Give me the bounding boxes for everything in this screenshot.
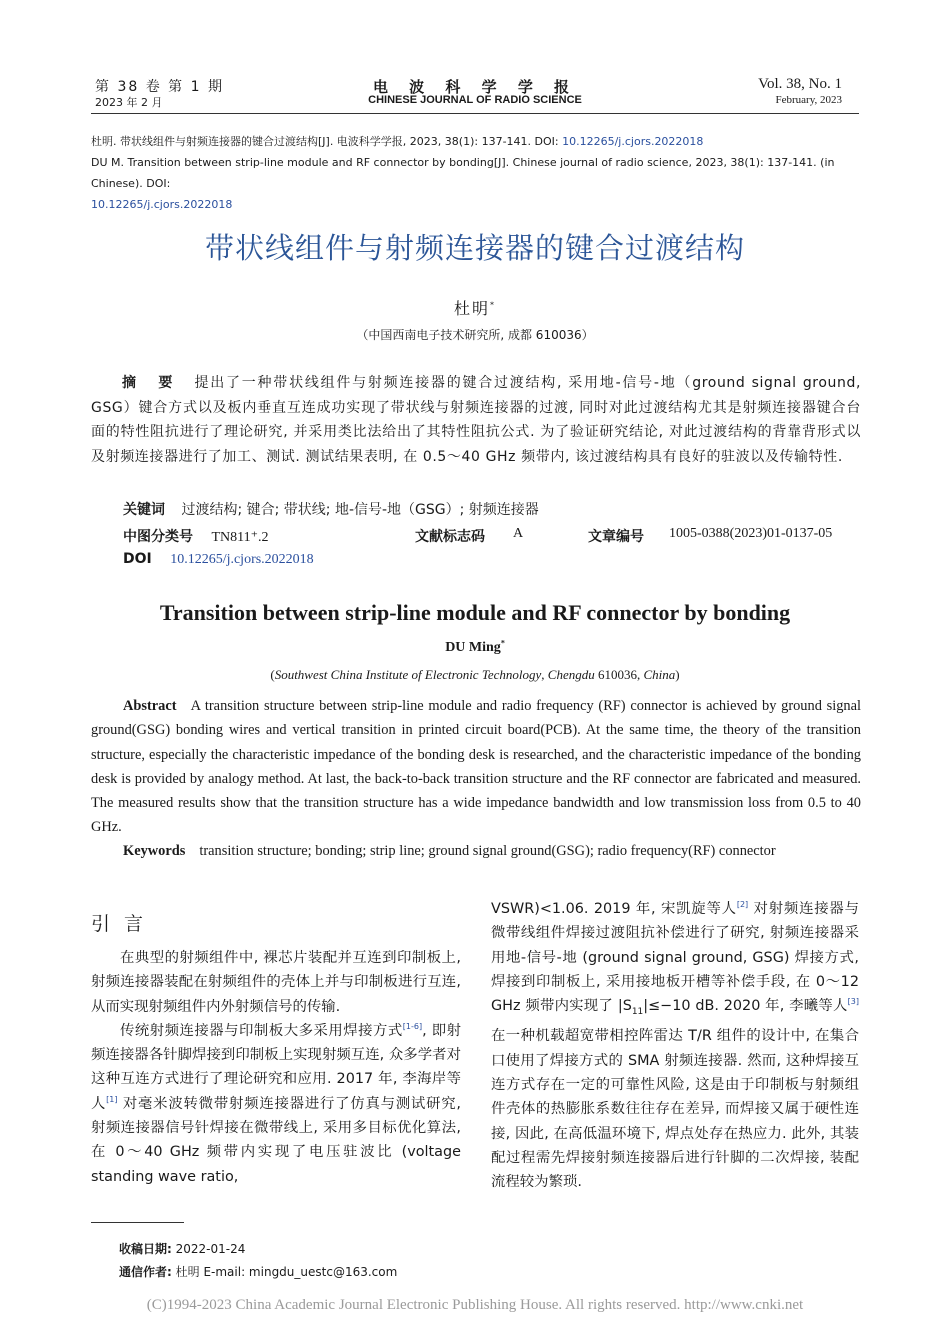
abstract-cn-label: 摘 要 [122,375,177,391]
keywords-cn-text: 过渡结构; 键合; 带状线; 地-信号-地（GSG）; 射频连接器 [181,502,539,518]
body-paragraph-3 [491,897,859,1194]
author-en-name: DU Ming [445,640,501,655]
header-journal-cn: 电 波 科 学 学 报 [372,78,578,96]
affiliation-cn: （中国西南电子技术研究所, 成都 610036） [356,328,594,342]
body-paragraph-2 [91,1019,461,1189]
article-title-en: Transition between strip-line module and RF connector by bonding [159,600,791,625]
article-title-cn: 带状线组件与射频连接器的键合过渡结构 [204,231,745,265]
p3-subscript: 11 [631,1007,644,1018]
doi-label: DOI [123,551,152,567]
author-en [0,640,950,656]
body-paragraph-1: 在典型的射频组件中, 裸芯片装配并互连到印制板上, 射频连接器装配在射频组件的壳体上并与印制板进行互连, 从而实现射频组件内外射频信号的传输. [91,950,461,1015]
abstract-cn [91,371,861,469]
citation-cn-doi-link[interactable]: 10.12265/j.cjors.2022018 [562,135,704,148]
citation-en [91,152,861,215]
p2-text-a: 传统射频连接器与印制板大多采用焊接方式 [120,1022,403,1039]
p3-ref-1[interactable]: [2] [736,900,749,910]
p2-ref-1[interactable]: [1-6] [402,1022,423,1032]
body-right-column [491,897,859,1194]
keywords-en-label: Keywords [123,843,186,859]
author-cn-name: 杜明 [453,299,490,318]
abstract-en [91,694,861,840]
keywords-en-text: transition structure; bonding; strip line; ground signal ground(GSG); radio frequency(RF) connector [199,843,776,859]
doc-code-value: A [513,526,524,541]
header-date-en: February, 2023 [775,94,842,106]
header-date-cn: 2023 年 2 月 [95,96,163,109]
header-volume-issue-en: Vol. 38, No. 1 [758,76,842,92]
clc-label: 中图分类号 [123,529,193,545]
citation-en-text: DU M. Transition between strip-line module and RF connector by bonding[J]. Chinese journal of radio science, 2023, 38(1): 137-141. (in Chinese). DOI: [91,156,835,190]
abstract-en-label: Abstract [123,698,177,714]
citation-cn [91,131,861,152]
p3-text-b: 对射频连接器与微带线组件焊接过渡阻抗补偿进行了研究, 射频连接器采用地-信号-地 (ground signal ground, GSG) 焊接方式, 焊接到印制板上, 采用接地板开槽等补偿手段, 在 0～12 GHz 频带内实现了 |S [491,901,859,1015]
keywords-cn-row [123,499,539,519]
header-volume-issue-cn: 第 38 卷 第 1 期 [95,79,224,95]
p2-text-b: , 即射频连接器各针脚焊接到印制板上实现射频互连, 众多学者对这种互连方式进行了理论研究和应用. 2017 年, 李海岸等人 [91,1022,461,1112]
doi-link[interactable]: 10.12265/j.cjors.2022018 [170,552,314,567]
footnote-corresponding [119,1263,397,1280]
clc-value: TN811⁺.2 [211,530,269,545]
received-date: 2022-01-24 [175,1242,246,1256]
article-no-label: 文章编号 [588,529,644,545]
received-label: 收稿日期: [119,1242,172,1256]
affiliation-en [0,667,950,683]
p2-text-c: 对毫米波转微带射频连接器进行了仿真与测试研究, 射频连接器信号针焊接在微带线上, 采用多目标优化算法, 在 0～40 GHz 频带内实现了电压驻波比 (voltage standing wave ratio, [91,1095,461,1185]
affiliation-en-code: 610036, [594,667,644,682]
author-cn-mark: * [490,300,496,310]
citation-en-doi-link[interactable]: 10.12265/j.cjors.2022018 [91,198,233,211]
article-no-value: 1005-0388(2023)01-0137-05 [669,526,833,541]
doc-code-label: 文献标志码 [415,529,485,545]
p3-text-a: VSWR)<1.06. 2019 年, 宋凯旋等人 [491,901,737,917]
affiliation-en-sep: , [541,667,548,682]
affiliation-en-country: China [643,667,676,682]
corresponding-text: 杜明 E-mail: mingdu_uestc@163.com [175,1265,398,1279]
copyright-line: (C)1994-2023 China Academic Journal Electronic Publishing House. All rights reserved. http://www.cnki.net [146,1297,804,1313]
keywords-en-row [123,843,776,860]
p3-text-c: |≤−10 dB. 2020 年, 李曦等人 [643,998,848,1015]
affiliation-en-city: Chengdu [547,667,595,682]
author-en-mark: * [500,638,505,648]
section-heading-introduction: 引言 [91,913,158,935]
p3-ref-2[interactable]: [3] [847,997,859,1007]
header-rule [91,113,859,114]
citation-cn-text: 杜明. 带状线组件与射频连接器的键合过渡结构[J]. 电波科学学报, 2023, 38(1): 137-141. DOI: [91,135,563,148]
footnote-received [119,1240,245,1257]
doi-row [123,551,314,568]
header-journal-en: CHINESE JOURNAL OF RADIO SCIENCE [368,94,582,106]
footnote-rule [91,1222,184,1223]
classification-row [123,526,863,546]
keywords-cn-label: 关键词 [123,502,165,518]
affiliation-en-close: ) [675,667,680,682]
affiliation-en-open: ( [270,667,275,682]
affiliation-en-institute: Southwest China Institute of Electronic Technology [274,667,542,682]
p3-text-d: 在一种机载超宽带相控阵雷达 T/R 组件的设计中, 在集合口使用了焊接方式的 SMA 射频连接器. 然而, 这种焊接互连方式存在一定的可靠性风险, 这是由于印制板与射频组件壳体的热膨胀系数往往存在差异, 而焊接又属于硬性连接, 因此, 在高低温环境下, 焊点处存在热应力. 此外, 其装配过程需先焊接射频连接器后进行针脚的二次焊接, 装配流程较为繁琐. [491,1028,859,1191]
author-cn [0,296,950,319]
abstract-en-text: A transition structure between strip-line module and radio frequency (RF) connector is achieved by ground signal ground(GSG) bonding wires and vertical transition in printed circuit board(PCB). At the same time, the theory of the transition structure, especially the characteristic impedance of the bonding desk is researched, and the characteristic impedance of the bonding desk is provided by analogy method. At last, the back-to-back transition structure and the RF connector are fabricated and measured. The measured results show that the transition structure has a wide impedance bandwidth and low transmission loss from 0.5 to 40 GHz. [91,698,861,836]
abstract-cn-text: 提出了一种带状线组件与射频连接器的键合过渡结构, 采用地-信号-地（ground signal ground, GSG）键合方式以及板内垂直互连成功实现了带状线与射频连接器的过渡, 同时对此过渡结构尤其是射频连接器键合台面的特性阻抗进行了理论研究, 并采用类比法给出了其特性阻抗公式. 为了验证研究结论, 对此过渡结构的背靠背形式以及射频连接器进行了加工、测试. 测试结果表明, 在 0.5～40 GHz 频带内, 该过渡结构具有良好的驻波以及传输特性. [91,375,862,465]
corresponding-label: 通信作者: [119,1265,172,1279]
p2-ref-2[interactable]: [1] [106,1094,118,1104]
body-left-column [91,946,461,1189]
